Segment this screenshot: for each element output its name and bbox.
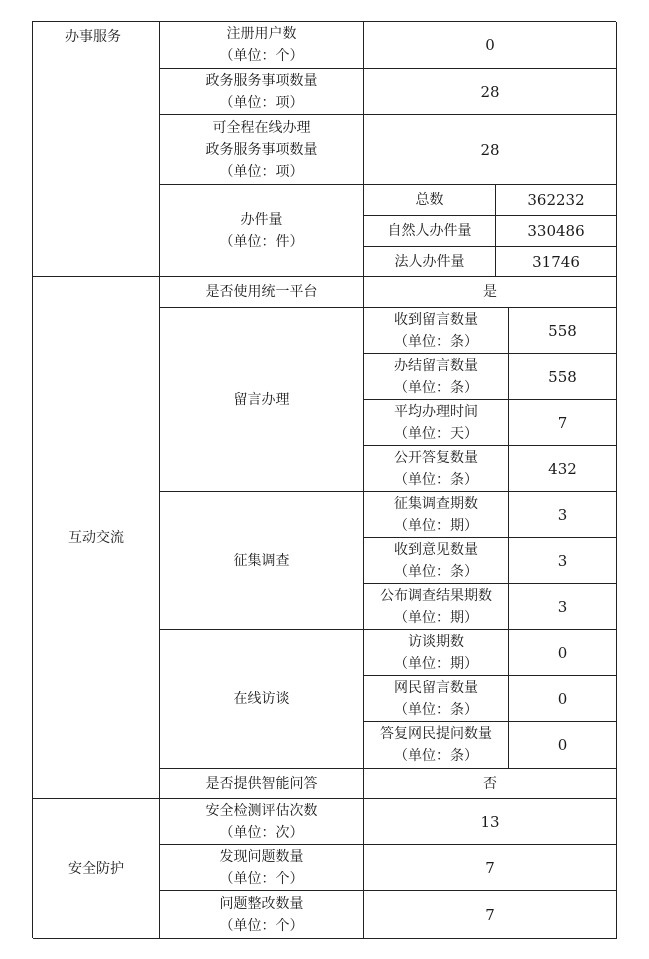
handled-total-label: 总数	[364, 185, 496, 216]
messages-avg-time-label: 平均办理时间 （单位：天）	[364, 400, 509, 446]
registered-users-label: 注册用户数 （单位：个）	[160, 22, 364, 69]
section-service-name: 办事服务	[33, 22, 160, 277]
assessments-label: 安全检测评估次数 （单位：次）	[160, 799, 364, 845]
smart-qa-label: 是否提供智能问答	[160, 769, 364, 799]
assessments-value: 13	[364, 799, 617, 845]
section-security-name: 安全防护	[33, 799, 160, 939]
online-items-label: 可全程在线办理 政务服务事项数量 （单位：项）	[160, 115, 364, 185]
messages-closed-value: 558	[509, 354, 617, 400]
messages-received-value: 558	[509, 308, 617, 354]
handled-legal-value: 31746	[496, 247, 617, 277]
messages-label: 留言办理	[160, 308, 364, 492]
interview-label: 在线访谈	[160, 630, 364, 769]
messages-avg-time-value: 7	[509, 400, 617, 446]
survey-opinions-label: 收到意见数量 （单位：条）	[364, 538, 509, 584]
interview-messages-value: 0	[509, 676, 617, 722]
messages-public-value: 432	[509, 446, 617, 492]
interview-messages-label: 网民留言数量 （单位：条）	[364, 676, 509, 722]
messages-public-label: 公开答复数量 （单位：条）	[364, 446, 509, 492]
service-items-label: 政务服务事项数量 （单位：项）	[160, 69, 364, 115]
unified-platform-label: 是否使用统一平台	[160, 277, 364, 308]
smart-qa-value: 否	[364, 769, 617, 799]
issues-found-value: 7	[364, 845, 617, 891]
interview-replies-label: 答复网民提问数量 （单位：条）	[364, 722, 509, 769]
survey-periods-label: 征集调查期数 （单位：期）	[364, 492, 509, 538]
section-interaction-name: 互动交流	[33, 277, 160, 799]
survey-results-label: 公布调查结果期数 （单位：期）	[364, 584, 509, 630]
handled-legal-label: 法人办件量	[364, 247, 496, 277]
service-items-value: 28	[364, 69, 617, 115]
survey-periods-value: 3	[509, 492, 617, 538]
interview-replies-value: 0	[509, 722, 617, 769]
interview-periods-value: 0	[509, 630, 617, 676]
handled-total-value: 362232	[496, 185, 617, 216]
issues-found-label: 发现问题数量 （单位：个）	[160, 845, 364, 891]
messages-closed-label: 办结留言数量 （单位：条）	[364, 354, 509, 400]
survey-results-value: 3	[509, 584, 617, 630]
issues-fixed-label: 问题整改数量 （单位：个）	[160, 891, 364, 939]
handled-label: 办件量 （单位：件）	[160, 185, 364, 277]
statistics-table	[32, 21, 616, 938]
handled-natural-label: 自然人办件量	[364, 216, 496, 247]
unified-platform-value: 是	[364, 277, 617, 308]
messages-received-label: 收到留言数量 （单位：条）	[364, 308, 509, 354]
interview-periods-label: 访谈期数 （单位：期）	[364, 630, 509, 676]
handled-natural-value: 330486	[496, 216, 617, 247]
registered-users-value: 0	[364, 22, 617, 69]
survey-label: 征集调查	[160, 492, 364, 630]
issues-fixed-value: 7	[364, 891, 617, 939]
online-items-value: 28	[364, 115, 617, 185]
survey-opinions-value: 3	[509, 538, 617, 584]
